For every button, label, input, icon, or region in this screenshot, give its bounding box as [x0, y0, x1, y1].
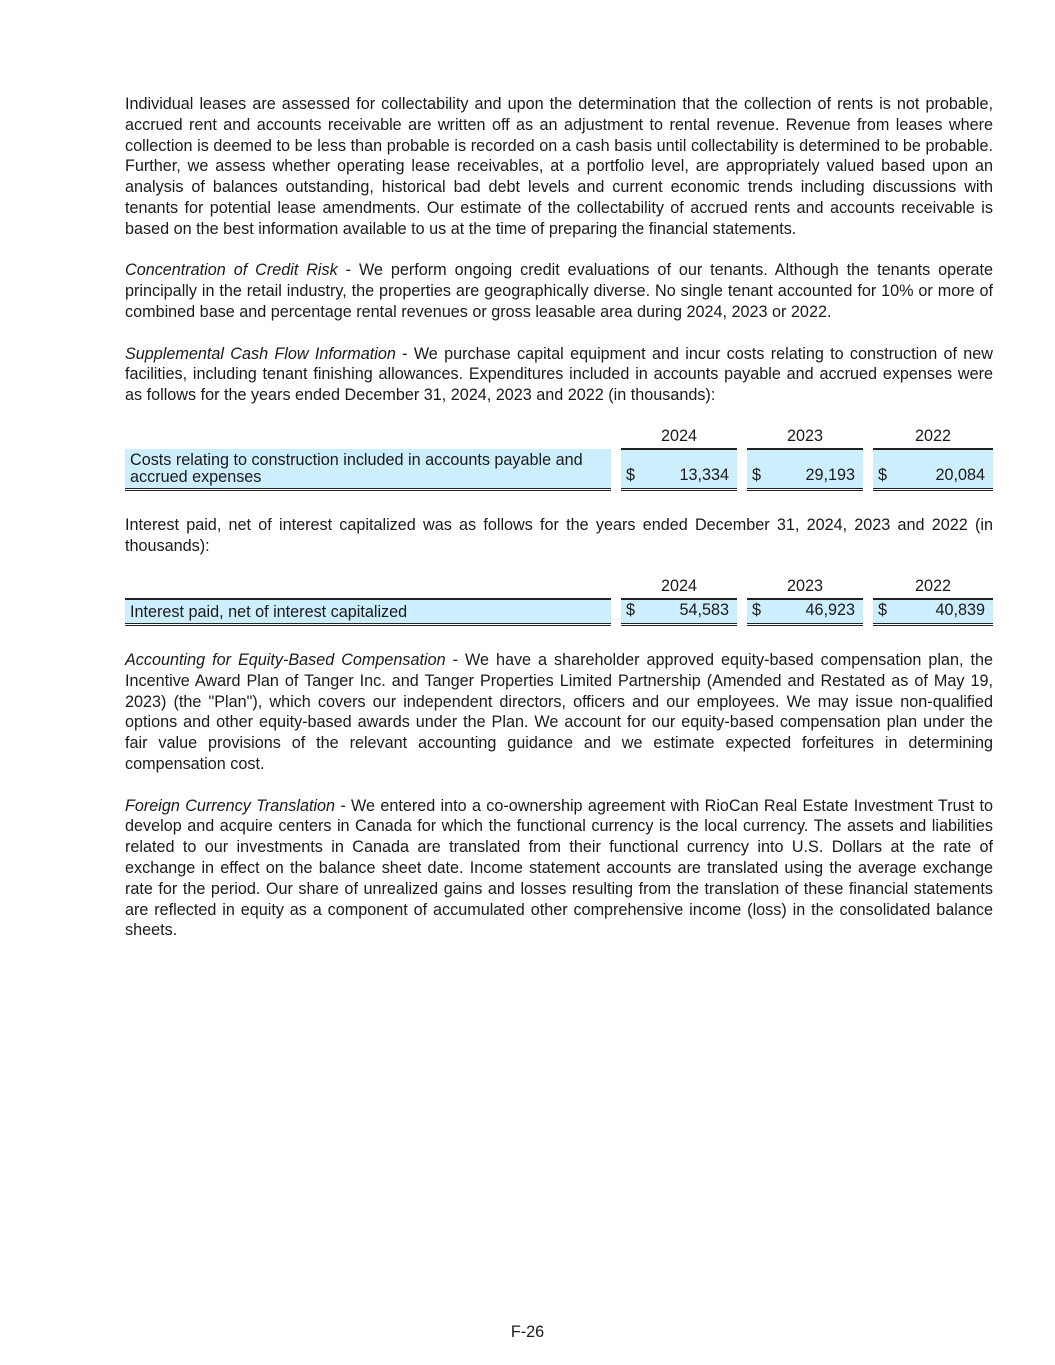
value-cell: 13,334 [639, 449, 737, 490]
currency-symbol: $ [621, 449, 639, 490]
credit-risk-body: - We perform ongoing credit evaluations of our tenants. Although the tenants operate principally in the retail industry, the properties are geographically diverse. No single tenant accounted for 10% or more of combined base and percentage rental revenues or gross leasable area during 2024, 2023 or 2022. [125, 261, 993, 321]
page-number: F-26 [510, 1323, 545, 1341]
year-header: 2022 [873, 576, 993, 599]
value-cell: 54,583 [639, 599, 737, 624]
value-cell: 40,839 [891, 599, 993, 624]
equity-comp-body: - We have a shareholder approved equity-based compensation plan, the Incentive Award Plan of Tanger Inc. and Tanger Properties Limited Partnership (Amended and Restated as of May 19, 2023) (the "Plan"), which covers our independent directors, officers and our employees. We may issue non-qualified options and other equity-based awards under the Plan. We account for our equity-based compensation plan under the fair value provisions of the relevant accounting guidance and we estimate expected forfeitures in determining compensation cost. [125, 650, 994, 773]
table-row [125, 449, 993, 490]
cash-flow-title: Supplemental Cash Flow Information [125, 344, 396, 363]
interest-paid-table [125, 576, 993, 626]
credit-risk-title: Concentration of Credit Risk [125, 261, 338, 280]
value-cell: 29,193 [765, 449, 863, 490]
table-header-row [125, 426, 993, 449]
cash-flow-body: - We purchase capital equipment and incur costs relating to construction of new facilities, including tenant finishing allowances. Expenditures included in accounts payable and accrued expenses were as follows for the years ended December 31, 2024, 2023 and 2022 (in thousands): [125, 344, 993, 405]
table-row [125, 599, 993, 624]
cash-flow-paragraph [125, 344, 993, 406]
value-cell: 46,923 [765, 599, 863, 624]
credit-risk-paragraph [125, 260, 993, 322]
page-content [125, 94, 993, 941]
year-header: 2023 [747, 576, 863, 599]
fx-body: - We entered into a co-ownership agreement with RioCan Real Estate Investment Trust to develop and acquire centers in Canada for which the functional currency is the local currency. The assets and liabilities related to our investments in Canada are translated from their functional currency into U.S. Dollars at the rate of exchange in effect on the balance sheet date. Income statement accounts are translated using the average exchange rate for the period. Our share of unrealized gains and losses resulting from the translation of these financial statements are reflected in equity as a component of accumulated other comprehensive income (loss) in the consolidated balance sheets. [125, 796, 993, 940]
currency-symbol: $ [873, 599, 891, 624]
currency-symbol: $ [621, 599, 639, 624]
currency-symbol: $ [747, 599, 765, 624]
equity-comp-title: Accounting for Equity-Based Compensation [125, 650, 446, 669]
currency-symbol: $ [747, 449, 765, 490]
currency-symbol: $ [873, 449, 891, 490]
year-header: 2024 [621, 426, 737, 449]
value-cell: 20,084 [891, 449, 993, 490]
row-label: Costs relating to construction included in accounts payable and accrued expenses [125, 449, 611, 490]
fx-title: Foreign Currency Translation [125, 796, 336, 815]
collectability-paragraph: Individual leases are assessed for collectability and upon the determination that the collection of rents is not probable, accrued rent and accounts receivable are written off as an adjustment to rental revenue. Revenue from leases where collection is deemed to be less than probable is recorded on a cash basis until collectability is determined to be probable. Further, we assess whether operating lease receivables, at a portfolio level, are appropriately valued based upon an analysis of balances outstanding, historical bad debt levels and current economic trends including discussions with tenants for potential lease amendments. Our estimate of the collectability of accrued rents and accounts receivable is based on the best information available to us at the time of preparing the financial statements. [125, 95, 993, 238]
construction-costs-table [125, 426, 993, 491]
year-header: 2022 [873, 426, 993, 449]
fx-paragraph [125, 796, 993, 942]
year-header: 2024 [621, 576, 737, 599]
year-header: 2023 [747, 426, 863, 449]
row-label: Interest paid, net of interest capitalized [125, 599, 611, 624]
interest-intro-paragraph: Interest paid, net of interest capitalized was as follows for the years ended December 31, 2024, 2023 and 2022 (in thousands): [125, 515, 993, 555]
equity-comp-paragraph [125, 650, 993, 775]
table-header-row [125, 576, 993, 599]
